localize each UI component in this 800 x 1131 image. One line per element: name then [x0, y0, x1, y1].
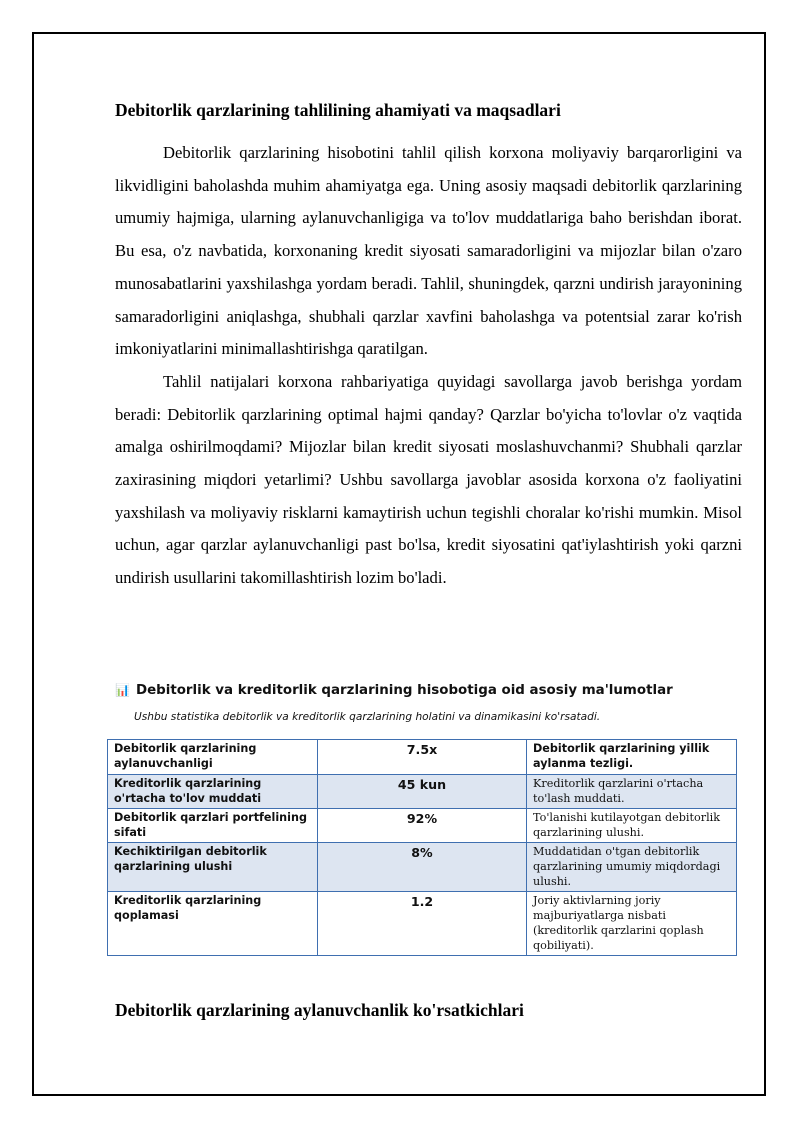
- table-row: [108, 775, 737, 809]
- row-label: Debitorlik qarzlarining aylanuvchanligi: [108, 740, 318, 775]
- row-value: 7.5x: [318, 740, 527, 775]
- row-label: Kechiktirilgan debitorlik qarzlarining ulushi: [108, 843, 318, 892]
- table-row: [108, 892, 737, 956]
- row-description: To'lanishi kutilayotgan debitorlik qarzlarining ulushi.: [527, 809, 737, 843]
- table-row: [108, 843, 737, 892]
- row-value: 92%: [318, 809, 527, 843]
- row-label: Debitorlik qarzlari portfelining sifati: [108, 809, 318, 843]
- section-2-heading: Debitorlik qarzlarining aylanuvchanlik ko'rsatkichlari: [115, 1000, 524, 1020]
- stats-table: [107, 739, 737, 956]
- section-1-heading: Debitorlik qarzlarining tahlilining ahamiyati va maqsadlari: [115, 100, 561, 120]
- row-description: Muddatidan o'tgan debitorlik qarzlarining umumiy miqdordagi ulushi.: [527, 843, 737, 892]
- table-row: [108, 809, 737, 843]
- row-label: Kreditorlik qarzlarining o'rtacha to'lov muddati: [108, 775, 318, 809]
- row-label: Kreditorlik qarzlarining qoplamasi: [108, 892, 318, 956]
- table-row: [108, 740, 737, 775]
- paragraph-2: Tahlil natijalari korxona rahbariyatiga quyidagi savollarga javob berishga yordam beradi: Debitorlik qarzlarining optimal hajmi qanday? Qarzlar bo'yicha to'lovlar o'z vaqtida amalga oshirilmoqdami? Mijozlar bilan kredit siyosati moslashuvchanmi? Shubhali qarzlar zaxirasining miqdori yetarlimi? Ushbu savollarga javoblar asosida korxona o'z faoliyatini yaxshilash va moliyaviy risklarni kamaytirish uchun tegishli choralar ko'rishi mumkin. Misol uchun, agar qarzlar aylanuvchanligi past bo'lsa, kredit siyosatini qat'iylashtirish yoki qarzni undirish usullarini takomillashtirish lozim bo'ladi.: [115, 371, 742, 588]
- table-title: [115, 683, 673, 698]
- row-value: 45 kun: [318, 775, 527, 809]
- row-value: 8%: [318, 843, 527, 892]
- table-caption: Ushbu statistika debitorlik va kreditorlik qarzlarining holatini va dinamikasini ko'rsatadi.: [134, 711, 601, 723]
- row-value: 1.2: [318, 892, 527, 956]
- chart-icon: 📊: [115, 683, 130, 697]
- section-1-body: [115, 137, 742, 595]
- section-1: [115, 100, 742, 121]
- section-2: [115, 1000, 742, 1021]
- row-description: Debitorlik qarzlarining yillik aylanma tezligi.: [527, 740, 737, 775]
- row-description: Kreditorlik qarzlarini o'rtacha to'lash muddati.: [527, 775, 737, 809]
- paragraph-1: Debitorlik qarzlarining hisobotini tahlil qilish korxona moliyaviy barqarorligini va likvidligini baholashda muhim ahamiyatga ega. Uning asosiy maqsadi debitorlik qarzlarining umumiy hajmiga, ularning aylanuvchanligiga va to'lov muddatlariga baho berishdan iborat. Bu esa, o'z navbatida, korxonaning kredit siyosati samaradorligini va mijozlar bilan o'zaro munosabatlarini yaxshilashga yordam beradi. Tahlil, shuningdek, qarzni undirish jarayonining samaradorligini aniqlashga, shubhali qarzlar xavfini baholashga va potentsial zarar ko'rish imkoniyatlarini minimallashtirishga qaratilgan.: [115, 143, 742, 359]
- row-description: Joriy aktivlarning joriy majburiyatlarga nisbati (kreditorlik qarzlarini qoplash qobiliyati).: [527, 892, 737, 956]
- table-title-text: Debitorlik va kreditorlik qarzlarining hisobotiga oid asosiy ma'lumotlar: [135, 683, 673, 698]
